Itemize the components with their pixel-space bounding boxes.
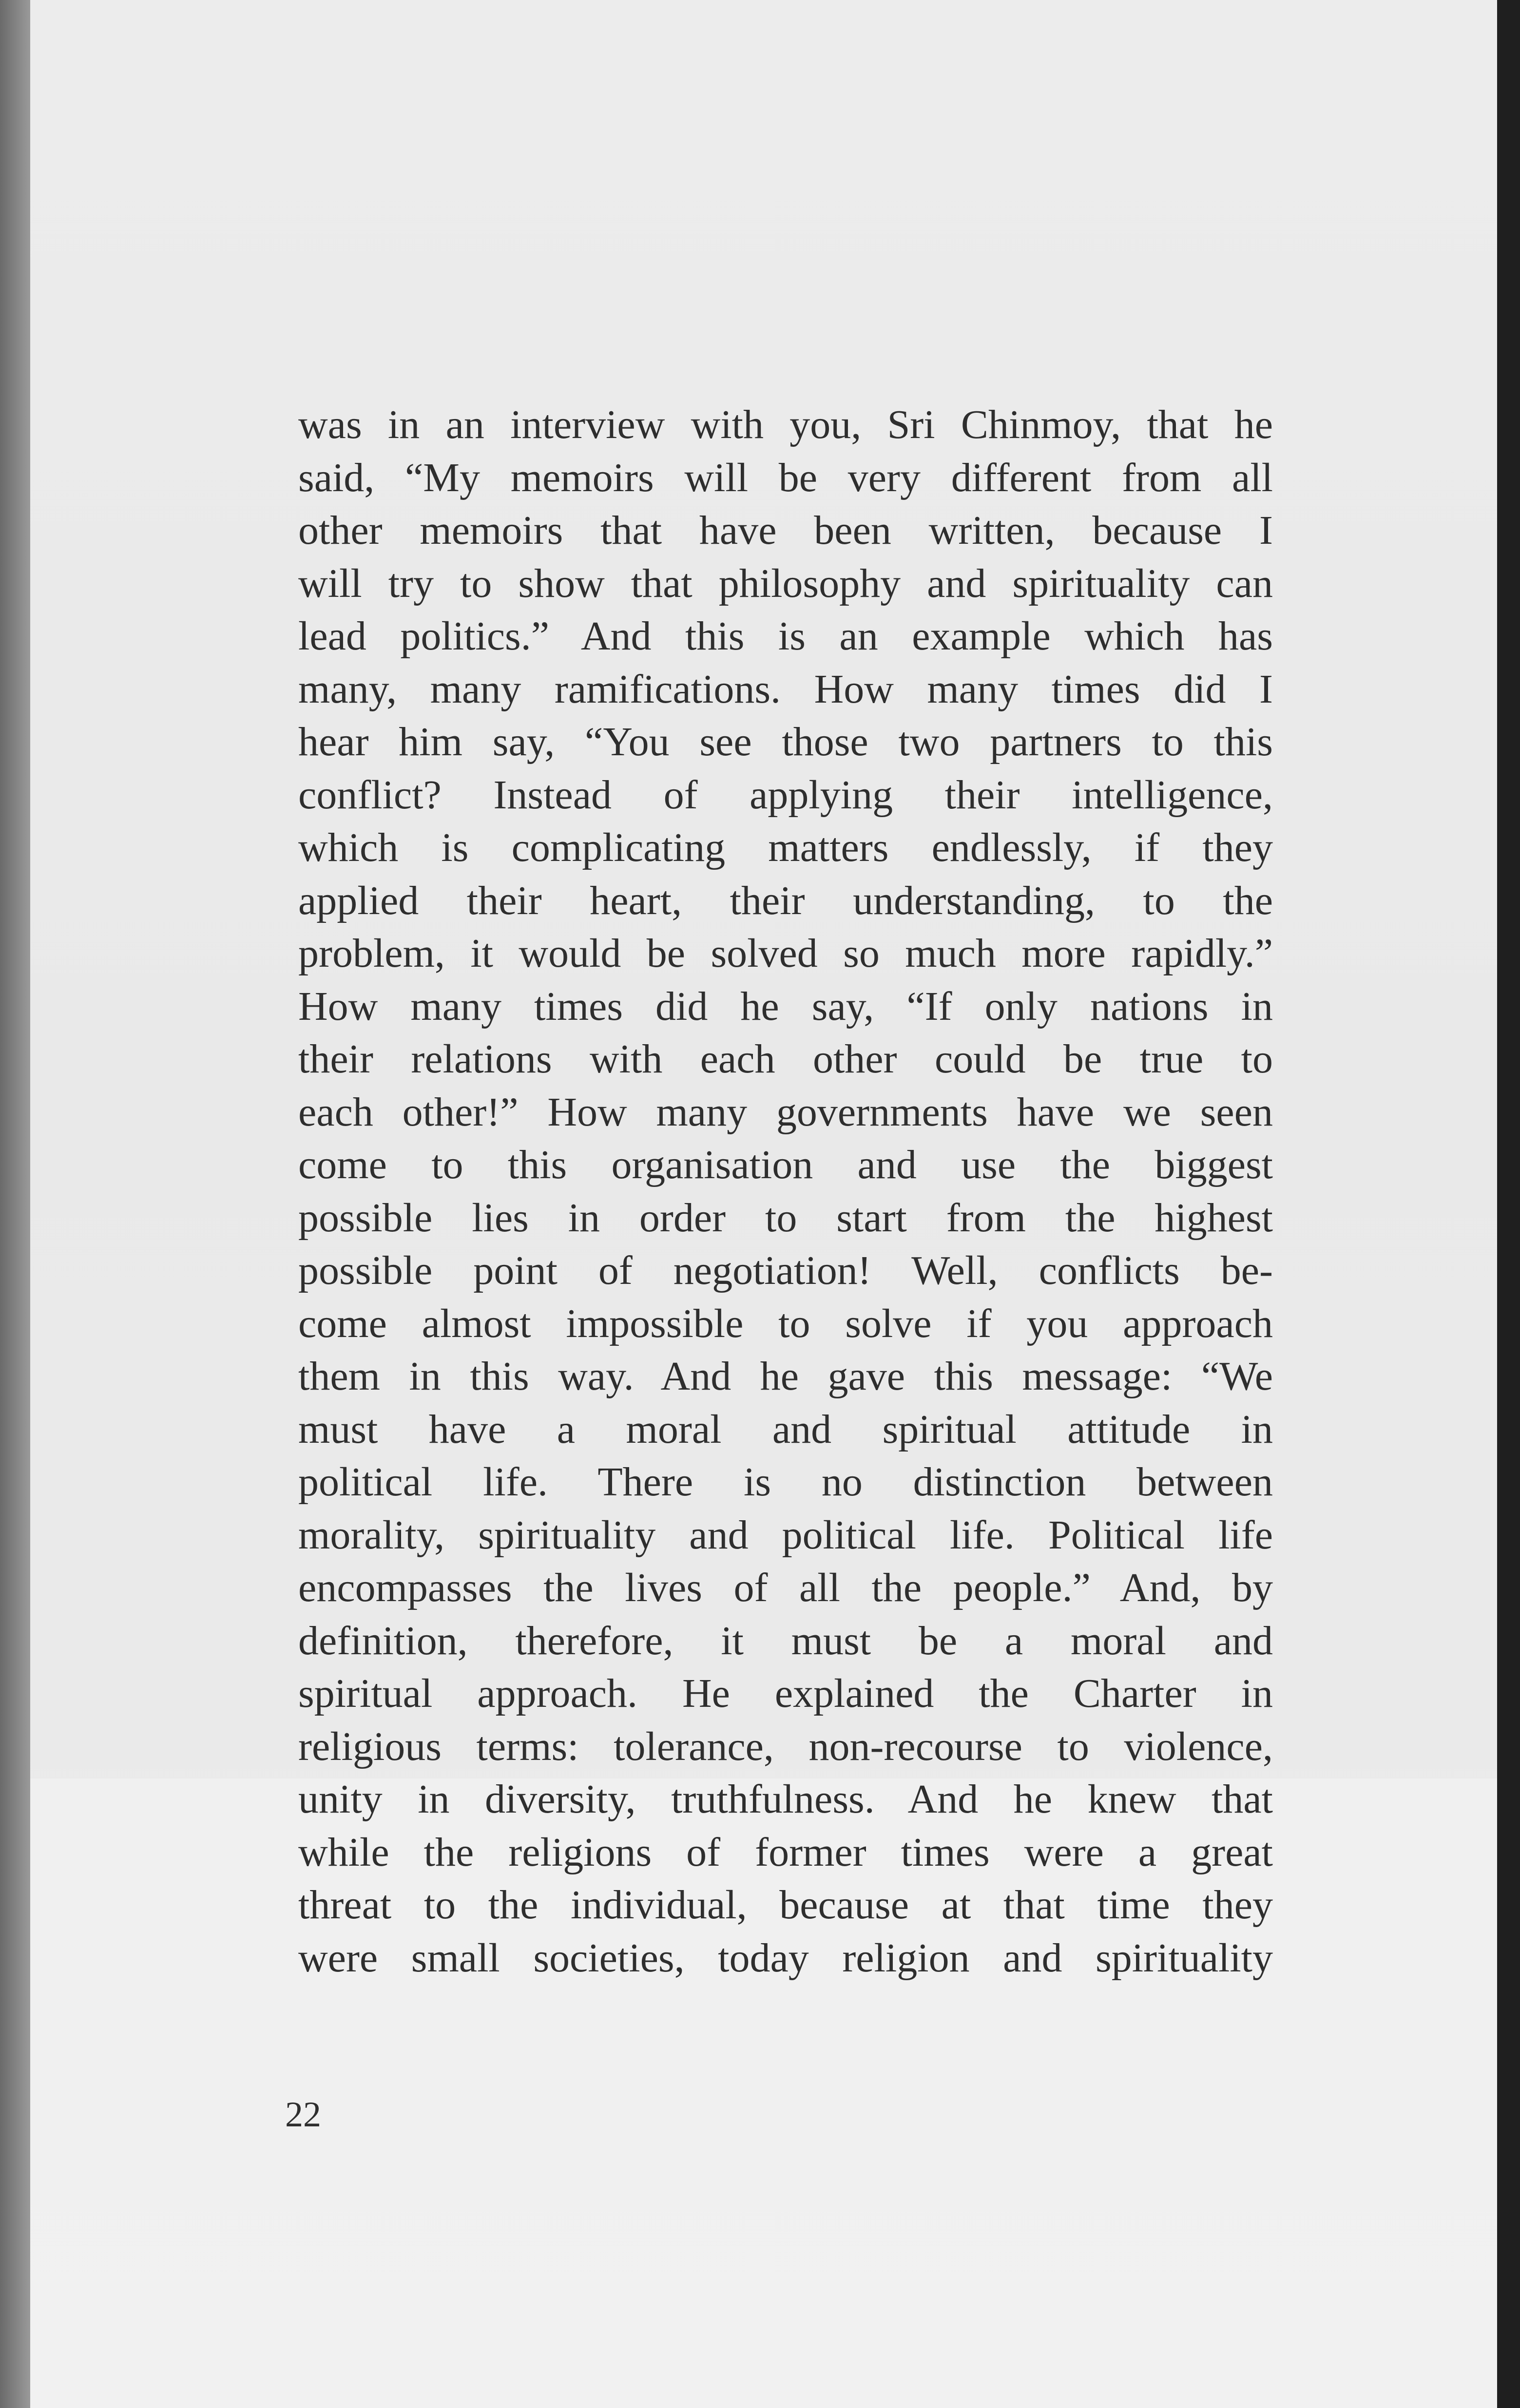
text-line: unity in diversity, truthfulness. And he knew that (298, 1777, 1273, 1822)
text-line: political life. There is no distinction between (298, 1459, 1273, 1505)
text-line: while the religions of former times were a great (298, 1829, 1273, 1875)
text-line: will try to show that philosophy and spirituality can (298, 560, 1273, 606)
text-line: applied their heart, their understanding, to the (298, 878, 1273, 923)
scan-left-edge (0, 0, 30, 2408)
text-line: them in this way. And he gave this message: “We (298, 1354, 1273, 1399)
text-line: many, many ramifications. How many times did I (298, 666, 1273, 712)
text-line: come almost impossible to solve if you approach (298, 1300, 1273, 1346)
text-line: definition, therefore, it must be a moral and (298, 1618, 1273, 1663)
text-line: hear him say, “You see those two partners to this (298, 719, 1273, 764)
text-line: encompasses the lives of all the people.” And, by (298, 1565, 1273, 1610)
scan-right-edge (1497, 0, 1520, 2408)
text-line: conflict? Instead of applying their intelligence, (298, 772, 1273, 818)
text-line: were small societies, today religion and spirituality (298, 1935, 1273, 1981)
text-line: threat to the individual, because at that time they (298, 1882, 1273, 1928)
text-line: other memoirs that have been written, because I (298, 508, 1273, 553)
body-text (298, 399, 1273, 1985)
text-line: lead politics.” And this is an example which has (298, 613, 1273, 659)
text-line: their relations with each other could be true to (298, 1036, 1273, 1082)
text-line: each other!” How many governments have we seen (298, 1089, 1273, 1135)
text-line: possible lies in order to start from the highest (298, 1195, 1273, 1241)
text-line: which is complicating matters endlessly, if they (298, 825, 1273, 870)
text-line: was in an interview with you, Sri Chinmoy, that he (298, 402, 1273, 447)
text-line: spiritual approach. He explained the Charter in (298, 1671, 1273, 1716)
text-line: said, “My memoirs will be very different from all (298, 455, 1273, 500)
text-line: religious terms: tolerance, non-recourse to violence, (298, 1723, 1273, 1769)
text-line: possible point of negotiation! Well, conflicts be- (298, 1248, 1273, 1293)
text-line: morality, spirituality and political life. Political life (298, 1512, 1273, 1558)
text-line: come to this organisation and use the biggest (298, 1142, 1273, 1187)
text-line: How many times did he say, “If only nations in (298, 983, 1273, 1029)
page-number: 22 (285, 2095, 321, 2135)
text-line: problem, it would be solved so much more rapidly.” (298, 931, 1273, 976)
text-line: must have a moral and spiritual attitude in (298, 1406, 1273, 1452)
